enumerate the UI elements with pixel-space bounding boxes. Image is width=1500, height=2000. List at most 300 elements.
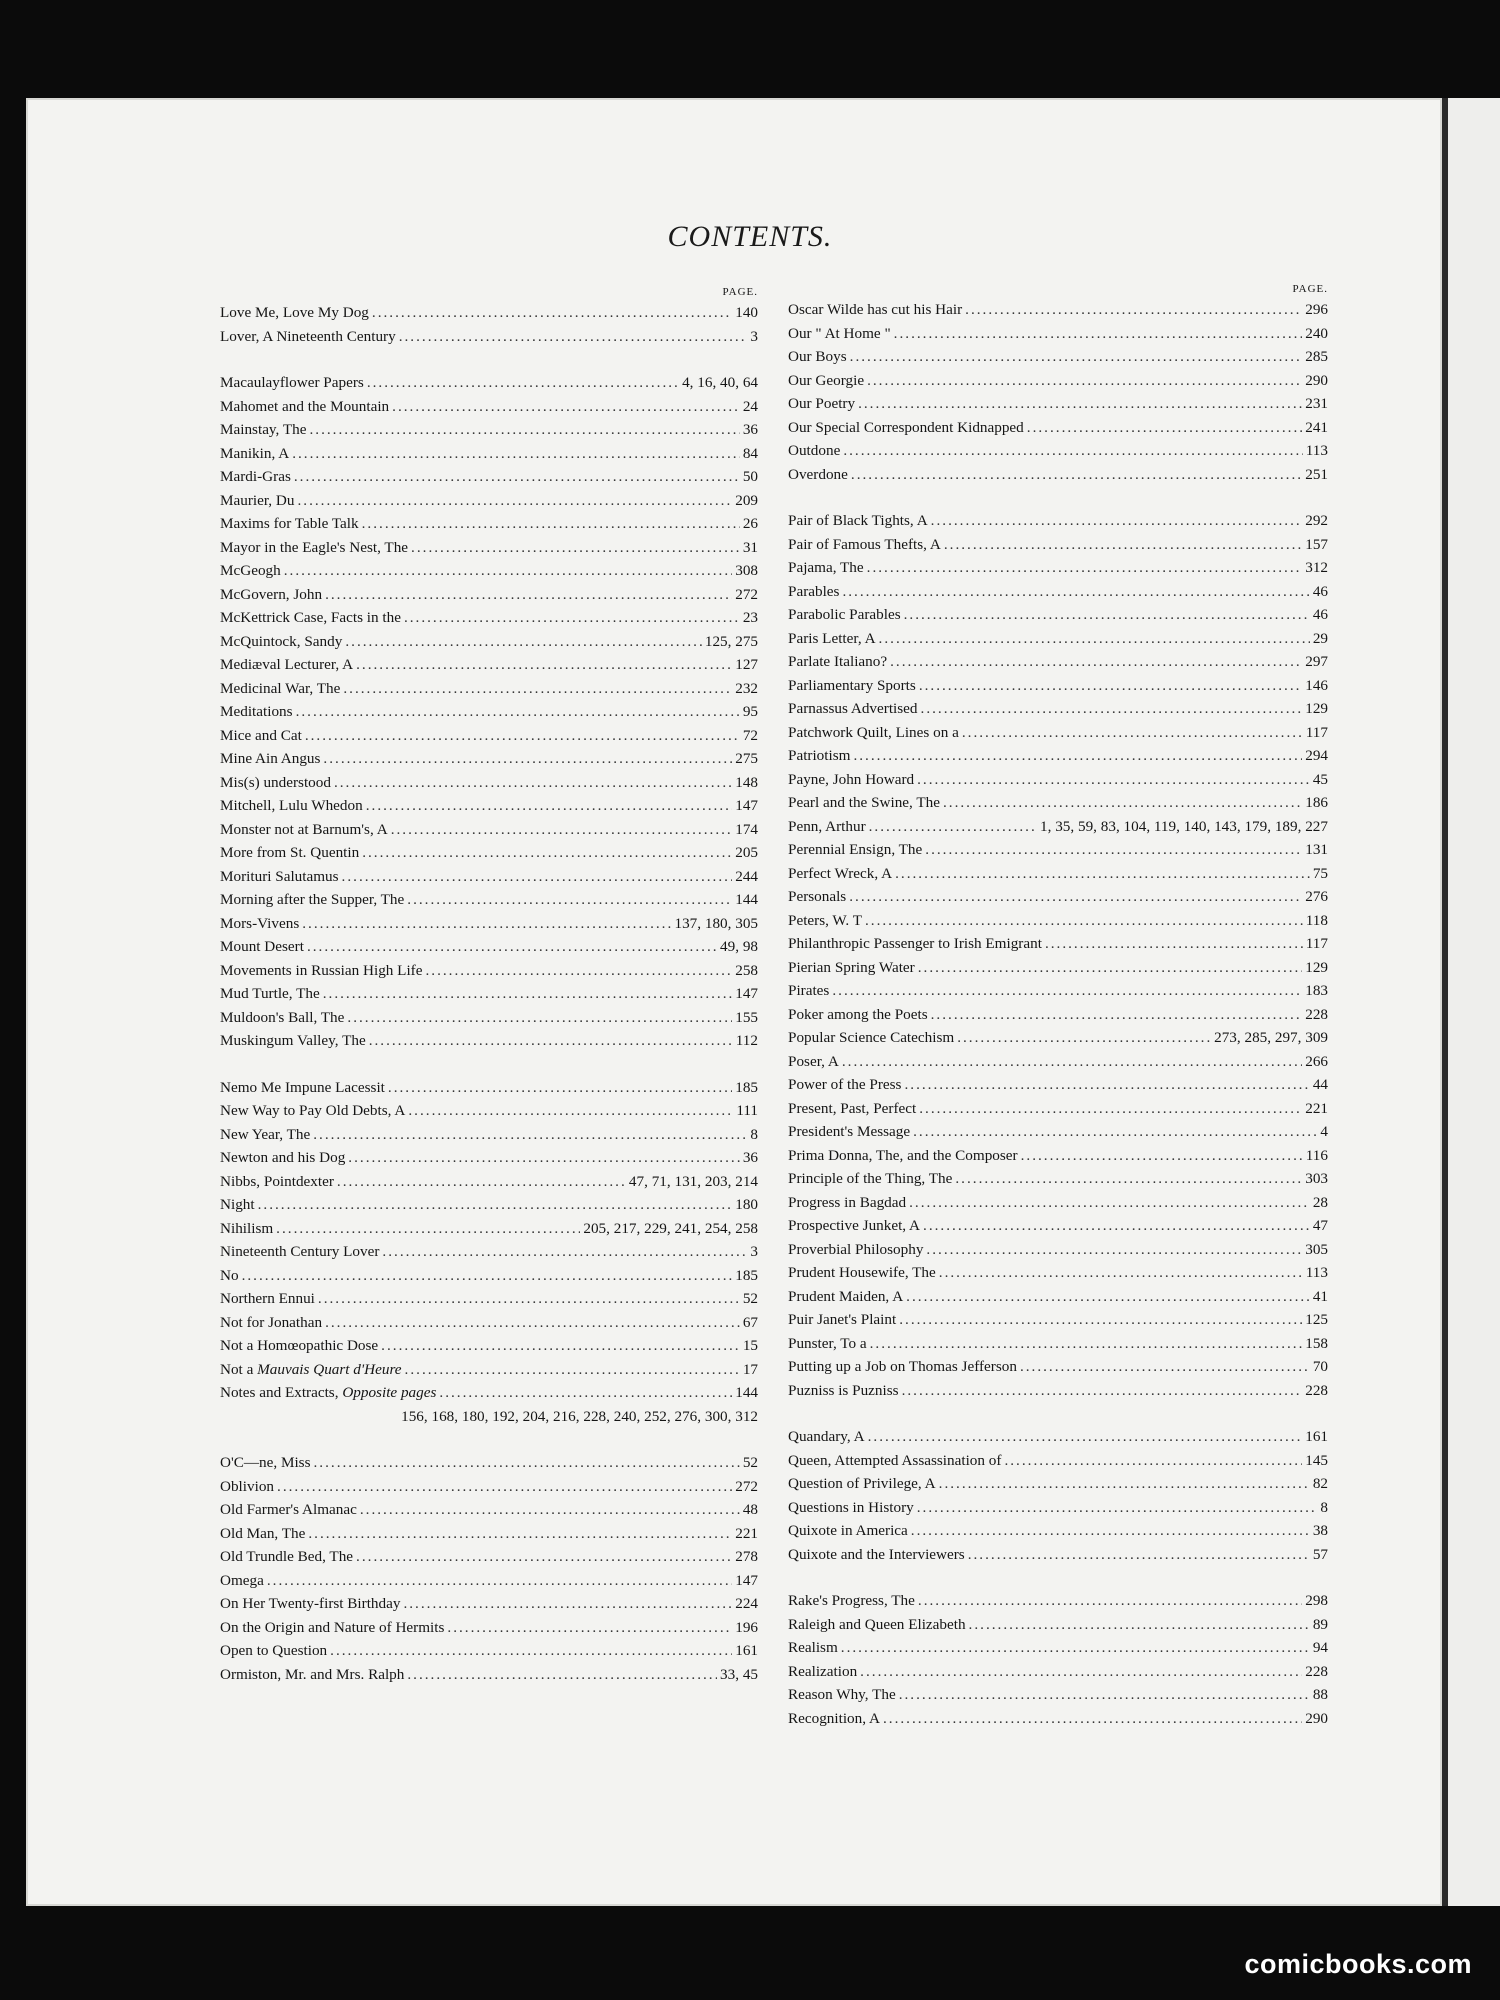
dot-leader bbox=[382, 1240, 747, 1264]
entry-page-numbers: 273, 285, 297, 309 bbox=[1214, 1029, 1328, 1046]
entry-page-numbers: 33, 45 bbox=[720, 1665, 758, 1683]
entry-page-numbers: 15 bbox=[742, 1337, 758, 1354]
entry-page-numbers: 94 bbox=[1312, 1639, 1328, 1656]
entry-title: Pajama, The bbox=[788, 559, 864, 576]
toc-entry bbox=[220, 1240, 758, 1264]
entry-page-numbers: 117 bbox=[1305, 723, 1328, 741]
dot-leader bbox=[906, 1285, 1310, 1309]
dot-leader bbox=[399, 325, 748, 349]
entry-title: No bbox=[220, 1266, 239, 1284]
dot-leader bbox=[296, 700, 740, 724]
entry-page-numbers: 294 bbox=[1305, 747, 1328, 764]
entry-page-numbers: 17 bbox=[742, 1360, 758, 1378]
toc-entry bbox=[788, 1613, 1328, 1637]
dot-leader bbox=[313, 1123, 747, 1147]
dot-leader bbox=[955, 1167, 1302, 1191]
toc-entry bbox=[220, 583, 758, 607]
toc-entry bbox=[220, 395, 758, 419]
dot-leader bbox=[404, 606, 740, 630]
dot-leader bbox=[923, 1214, 1310, 1238]
toc-entry bbox=[220, 1334, 758, 1358]
dot-leader bbox=[904, 603, 1310, 627]
entry-title: Our Poetry bbox=[788, 395, 856, 412]
dot-leader bbox=[305, 724, 740, 748]
entry-page-numbers: 129 bbox=[1305, 700, 1328, 717]
entry-page-numbers: 125 bbox=[1305, 1311, 1328, 1328]
entry-title: Movements in Russian High Life bbox=[220, 961, 423, 979]
entry-title: Northern Ennui bbox=[220, 1290, 315, 1307]
entry-title: Mayor in the Eagle's Nest, The bbox=[220, 538, 409, 556]
toc-entry bbox=[788, 1026, 1328, 1050]
entry-title: Mount Desert bbox=[220, 938, 304, 955]
entry-title: Puir Janet's Plaint bbox=[788, 1311, 897, 1328]
entry-page-numbers: 297 bbox=[1305, 653, 1328, 670]
entry-title: Parables bbox=[788, 582, 840, 600]
toc-entry bbox=[788, 556, 1328, 580]
entry-title: Morning after the Supper, The bbox=[220, 891, 405, 908]
toc-entry bbox=[220, 982, 758, 1006]
entry-page-numbers: 231 bbox=[1305, 395, 1328, 412]
entry-title: Mors-Vivens bbox=[220, 914, 300, 932]
entry-title: Mainstay, The bbox=[220, 421, 307, 438]
entry-title: Omega bbox=[220, 1571, 264, 1589]
dot-leader bbox=[965, 298, 1302, 322]
toc-entry bbox=[220, 747, 758, 771]
entry-page-numbers: 228 bbox=[1305, 1662, 1328, 1680]
entry-page-numbers: 29 bbox=[1312, 629, 1328, 647]
entry-title: Recognition, A bbox=[788, 1709, 880, 1727]
dot-leader bbox=[909, 1191, 1310, 1215]
dot-leader bbox=[899, 1308, 1302, 1332]
entry-page-numbers: 148 bbox=[735, 773, 758, 791]
toc-entry bbox=[220, 724, 758, 748]
entry-page-numbers: 125, 275 bbox=[704, 632, 758, 650]
dot-leader bbox=[904, 1073, 1309, 1097]
entry-page-numbers: 47, 71, 131, 203, 214 bbox=[628, 1172, 758, 1190]
entry-page-numbers: 305 bbox=[1305, 1240, 1328, 1258]
entry-page-numbers: 3 bbox=[750, 327, 758, 345]
toc-entry bbox=[788, 627, 1328, 651]
entry-title: Nihilism bbox=[220, 1219, 274, 1237]
toc-entry bbox=[220, 1358, 758, 1382]
entry-title: Poker among the Poets bbox=[788, 1005, 928, 1023]
toc-entry bbox=[220, 1639, 758, 1663]
entry-title: Maxims for Table Talk bbox=[220, 515, 359, 532]
toc-entry bbox=[220, 418, 758, 442]
entry-page-numbers: 312 bbox=[1305, 559, 1328, 576]
right-page-header: PAGE. bbox=[1292, 283, 1328, 295]
toc-entry bbox=[788, 1073, 1328, 1097]
entry-page-numbers: 116 bbox=[1305, 1146, 1328, 1164]
entry-page-numbers: 266 bbox=[1305, 1052, 1328, 1070]
left-column bbox=[220, 283, 758, 1686]
toc-entry bbox=[220, 865, 758, 889]
entry-title: Philanthropic Passenger to Irish Emigrant bbox=[788, 935, 1042, 952]
dot-leader bbox=[325, 1311, 740, 1335]
entry-title: Mine Ain Angus bbox=[220, 750, 321, 767]
entry-title: Mis(s) understood bbox=[220, 773, 331, 791]
entry-page-numbers: 145 bbox=[1305, 1451, 1328, 1469]
toc-entry bbox=[220, 794, 758, 818]
entry-page-numbers: 117 bbox=[1305, 935, 1328, 952]
entry-page-numbers: 155 bbox=[735, 1008, 758, 1026]
dot-leader bbox=[926, 1238, 1302, 1262]
entry-title: Monster not at Barnum's, A bbox=[220, 820, 388, 838]
toc-entry bbox=[220, 1498, 758, 1522]
dot-leader bbox=[297, 489, 732, 513]
toc-entry bbox=[220, 606, 758, 630]
entry-page-numbers: 46 bbox=[1312, 606, 1328, 623]
toc-entry bbox=[788, 1379, 1328, 1403]
entry-title: Manikin, A bbox=[220, 444, 290, 462]
dot-leader bbox=[1045, 932, 1303, 956]
entry-page-numbers: 46 bbox=[1312, 582, 1328, 600]
dot-leader bbox=[851, 463, 1302, 487]
right-column bbox=[788, 280, 1328, 1730]
toc-entry bbox=[788, 533, 1328, 557]
notes-continuation-pages: 156, 168, 180, 192, 204, 216, 228, 240, 252, 276, 300, 312 bbox=[401, 1407, 758, 1425]
dot-leader bbox=[939, 1472, 1310, 1496]
entry-title: Paris Letter, A bbox=[788, 629, 876, 647]
entry-page-numbers: 161 bbox=[735, 1642, 758, 1659]
entry-title: Popular Science Catechism bbox=[788, 1029, 955, 1046]
entry-title: Macaulayflower Papers bbox=[220, 374, 364, 391]
entry-title: Our Special Correspondent Kidnapped bbox=[788, 418, 1024, 436]
entry-page-numbers: 41 bbox=[1312, 1287, 1328, 1305]
toc-entry bbox=[220, 1099, 758, 1123]
toc-entry bbox=[788, 1589, 1328, 1613]
dot-leader bbox=[865, 909, 1303, 933]
entry-title: Oscar Wilde has cut his Hair bbox=[788, 301, 963, 318]
entry-title: Mediæval Lecturer, A bbox=[220, 656, 354, 673]
entry-title: Nemo Me Impune Lacessit bbox=[220, 1078, 385, 1096]
dot-leader bbox=[334, 771, 732, 795]
entry-page-numbers: 174 bbox=[735, 820, 758, 838]
entry-title: McGeogh bbox=[220, 562, 281, 579]
toc-entry bbox=[788, 1050, 1328, 1074]
entry-title: Our Georgie bbox=[788, 371, 865, 389]
entry-title: Outdone bbox=[788, 442, 841, 459]
dot-leader bbox=[348, 1146, 740, 1170]
toc-entry bbox=[220, 677, 758, 701]
entry-title: Maurier, Du bbox=[220, 491, 295, 509]
entry-page-numbers: 82 bbox=[1312, 1475, 1328, 1492]
dot-leader bbox=[447, 1616, 732, 1640]
dot-leader bbox=[858, 392, 1302, 416]
entry-page-numbers: 57 bbox=[1312, 1545, 1328, 1563]
entry-title: Prima Donna, The, and the Composer bbox=[788, 1146, 1018, 1164]
dot-leader bbox=[367, 371, 679, 395]
dot-leader bbox=[258, 1193, 733, 1217]
entry-page-numbers: 67 bbox=[742, 1313, 758, 1331]
toc-entry bbox=[788, 439, 1328, 463]
entry-page-numbers: 88 bbox=[1312, 1686, 1328, 1703]
dot-leader bbox=[308, 1522, 732, 1546]
dot-leader bbox=[968, 1543, 1310, 1567]
toc-entry bbox=[220, 1029, 758, 1053]
entry-page-numbers: 8 bbox=[750, 1125, 758, 1143]
entry-page-numbers: 89 bbox=[1312, 1615, 1328, 1633]
dot-leader bbox=[391, 818, 733, 842]
entry-title: On Her Twenty-first Birthday bbox=[220, 1595, 401, 1612]
dot-leader bbox=[314, 1451, 740, 1475]
entry-title: Patriotism bbox=[788, 747, 851, 764]
toc-entry bbox=[220, 512, 758, 536]
dot-leader bbox=[356, 1545, 732, 1569]
toc-entry bbox=[220, 700, 758, 724]
entry-title: Pirates bbox=[788, 982, 830, 999]
entry-page-numbers: 127 bbox=[735, 656, 758, 673]
entry-page-numbers: 144 bbox=[735, 1384, 758, 1401]
toc-entry bbox=[788, 580, 1328, 604]
dot-leader bbox=[284, 559, 732, 583]
dot-leader bbox=[1004, 1449, 1302, 1473]
dot-leader bbox=[853, 744, 1302, 768]
dot-leader bbox=[870, 1332, 1303, 1356]
entry-page-numbers: 38 bbox=[1312, 1522, 1328, 1539]
dot-leader bbox=[267, 1569, 732, 1593]
toc-entry bbox=[788, 956, 1328, 980]
dot-leader bbox=[307, 935, 717, 959]
entry-page-numbers: 147 bbox=[735, 1571, 758, 1589]
toc-entry bbox=[788, 322, 1328, 346]
toc-entry bbox=[220, 1663, 758, 1687]
toc-entry bbox=[788, 909, 1328, 933]
dot-leader bbox=[356, 653, 732, 677]
entry-title: Perfect Wreck, A bbox=[788, 864, 893, 882]
entry-title: Not a Homœopathic Dose bbox=[220, 1337, 379, 1354]
entry-title: Quixote and the Interviewers bbox=[788, 1545, 965, 1563]
toc-entry bbox=[220, 1170, 758, 1194]
dot-leader bbox=[318, 1287, 740, 1311]
entry-page-numbers: 205 bbox=[735, 844, 758, 861]
dot-leader bbox=[944, 533, 1302, 557]
dot-leader bbox=[931, 1003, 1303, 1027]
entry-title: Pair of Black Tights, A bbox=[788, 512, 928, 529]
entry-page-numbers: 209 bbox=[735, 491, 758, 509]
dot-leader bbox=[918, 956, 1302, 980]
toc-entry bbox=[788, 1144, 1328, 1168]
entry-title: Nineteenth Century Lover bbox=[220, 1243, 380, 1260]
dot-leader bbox=[843, 439, 1302, 463]
toc-entry bbox=[788, 1003, 1328, 1027]
entry-page-numbers: 48 bbox=[742, 1501, 758, 1518]
entry-title: Questions in History bbox=[788, 1498, 914, 1516]
entry-page-numbers: 308 bbox=[735, 562, 758, 579]
entry-page-numbers: 251 bbox=[1305, 465, 1328, 483]
entry-title: McKettrick Case, Facts in the bbox=[220, 609, 401, 626]
toc-entry bbox=[220, 1311, 758, 1335]
toc-entry bbox=[220, 912, 758, 936]
dot-leader bbox=[899, 1683, 1310, 1707]
toc-entry bbox=[220, 1217, 758, 1241]
toc-entry bbox=[788, 392, 1328, 416]
entry-title: Morituri Salutamus bbox=[220, 867, 339, 885]
toc-entry bbox=[788, 1707, 1328, 1731]
toc-entry bbox=[220, 559, 758, 583]
toc-entry bbox=[788, 1191, 1328, 1215]
left-page-header: PAGE. bbox=[722, 286, 758, 298]
toc-entry bbox=[788, 416, 1328, 440]
toc-entry bbox=[788, 1261, 1328, 1285]
entry-title: Open to Question bbox=[220, 1642, 328, 1659]
entry-title: Lover, A Nineteenth Century bbox=[220, 327, 396, 345]
entry-title: Quixote in America bbox=[788, 1522, 908, 1539]
entry-title: Not for Jonathan bbox=[220, 1313, 323, 1331]
entry-page-numbers: 158 bbox=[1305, 1334, 1328, 1352]
entry-page-numbers: 185 bbox=[735, 1078, 758, 1096]
dot-leader bbox=[292, 442, 740, 466]
toc-entry bbox=[788, 768, 1328, 792]
entry-title: Penn, Arthur bbox=[788, 817, 866, 835]
entry-title: On the Origin and Nature of Hermits bbox=[220, 1618, 445, 1636]
entry-page-numbers: 45 bbox=[1312, 770, 1328, 788]
entry-page-numbers: 290 bbox=[1305, 371, 1328, 389]
dot-leader bbox=[849, 885, 1302, 909]
entry-title: Prudent Housewife, The bbox=[788, 1264, 936, 1281]
dot-leader bbox=[242, 1264, 733, 1288]
adjacent-page-edge bbox=[1448, 98, 1500, 1906]
entry-title: McGovern, John bbox=[220, 585, 323, 603]
toc-entry bbox=[788, 1496, 1328, 1520]
toc-entry bbox=[220, 1522, 758, 1546]
dot-leader bbox=[369, 1029, 733, 1053]
toc-entry bbox=[220, 1592, 758, 1616]
toc-entry bbox=[788, 1449, 1328, 1473]
entry-title: Progress in Bagdad bbox=[788, 1193, 907, 1211]
dot-leader bbox=[911, 1519, 1310, 1543]
toc-entry bbox=[788, 1425, 1328, 1449]
entry-page-numbers: 129 bbox=[1305, 958, 1328, 976]
entry-title: New Way to Pay Old Debts, A bbox=[220, 1102, 406, 1119]
dot-leader bbox=[362, 512, 740, 536]
toc-entry bbox=[788, 298, 1328, 322]
dot-leader bbox=[392, 395, 740, 419]
toc-entry bbox=[788, 932, 1328, 956]
toc-entry bbox=[220, 1123, 758, 1147]
entry-title: Raleigh and Queen Elizabeth bbox=[788, 1615, 966, 1633]
entry-page-numbers: 137, 180, 305 bbox=[674, 914, 758, 932]
entry-title: Present, Past, Perfect bbox=[788, 1099, 917, 1117]
toc-entry bbox=[788, 603, 1328, 627]
entry-page-numbers: 24 bbox=[742, 397, 758, 415]
entry-title: Old Man, The bbox=[220, 1524, 306, 1542]
right-entry-list bbox=[788, 298, 1328, 1730]
entry-page-numbers: 75 bbox=[1312, 864, 1328, 882]
toc-entry bbox=[220, 465, 758, 489]
dot-leader bbox=[403, 1592, 732, 1616]
entry-page-numbers: 224 bbox=[735, 1595, 758, 1612]
entry-title: Parnassus Advertised bbox=[788, 700, 918, 717]
dot-leader bbox=[277, 1475, 732, 1499]
entry-page-numbers: 28 bbox=[1312, 1193, 1328, 1211]
dot-leader bbox=[366, 794, 733, 818]
entry-page-numbers: 52 bbox=[742, 1454, 758, 1471]
entry-title: Puzniss is Puzniss bbox=[788, 1381, 899, 1399]
entry-page-numbers: 26 bbox=[742, 515, 758, 532]
entry-title-italic: Mauvais Quart d'Heure bbox=[257, 1360, 402, 1378]
toc-entry bbox=[788, 650, 1328, 674]
toc-entry bbox=[220, 1264, 758, 1288]
toc-entry bbox=[788, 721, 1328, 745]
toc-entry bbox=[220, 1475, 758, 1499]
dot-leader bbox=[939, 1261, 1303, 1285]
toc-entry bbox=[220, 653, 758, 677]
toc-entry bbox=[788, 1285, 1328, 1309]
dot-leader bbox=[850, 345, 1303, 369]
dot-leader bbox=[925, 838, 1302, 862]
entry-page-numbers: 296 bbox=[1305, 301, 1328, 318]
entry-title: Not a Mauvais Quart d'Heure bbox=[220, 1360, 402, 1378]
dot-leader bbox=[913, 1120, 1317, 1144]
dot-leader bbox=[917, 768, 1310, 792]
toc-entry bbox=[788, 1308, 1328, 1332]
toc-entry bbox=[220, 1006, 758, 1030]
toc-entry bbox=[220, 630, 758, 654]
toc-entry bbox=[788, 674, 1328, 698]
entry-title: Question of Privilege, A bbox=[788, 1475, 936, 1492]
entry-page-numbers: 84 bbox=[742, 444, 758, 462]
dot-leader bbox=[330, 1639, 732, 1663]
toc-entry bbox=[220, 818, 758, 842]
entry-page-numbers: 36 bbox=[742, 1149, 758, 1166]
entry-page-numbers: 146 bbox=[1305, 676, 1328, 694]
toc-entry bbox=[220, 1076, 758, 1100]
entry-title: Poser, A bbox=[788, 1052, 839, 1070]
entry-title: Punster, To a bbox=[788, 1334, 867, 1352]
dot-leader bbox=[439, 1381, 732, 1405]
dot-leader bbox=[337, 1170, 626, 1194]
entry-page-numbers: 221 bbox=[735, 1524, 758, 1542]
entry-page-numbers: 3 bbox=[750, 1243, 758, 1260]
entry-page-numbers: 8 bbox=[1320, 1498, 1328, 1516]
entry-page-numbers: 144 bbox=[735, 891, 758, 908]
entry-title: Power of the Press bbox=[788, 1076, 902, 1093]
entry-title: Prospective Junket, A bbox=[788, 1217, 921, 1234]
entry-title: Putting up a Job on Thomas Jefferson bbox=[788, 1358, 1017, 1375]
toc-entry bbox=[788, 815, 1328, 839]
toc-entry bbox=[788, 1683, 1328, 1707]
toc-entry bbox=[788, 979, 1328, 1003]
entry-page-numbers: 258 bbox=[735, 961, 758, 979]
entry-title: Medicinal War, The bbox=[220, 679, 341, 697]
entry-page-numbers: 292 bbox=[1305, 512, 1328, 529]
entry-title: New Year, The bbox=[220, 1125, 311, 1143]
page-title: CONTENTS. bbox=[667, 220, 833, 253]
entry-title: Queen, Attempted Assassination of bbox=[788, 1451, 1002, 1469]
toc-entry bbox=[788, 1167, 1328, 1191]
dot-leader bbox=[894, 322, 1303, 346]
left-entry-list bbox=[220, 301, 758, 1686]
dot-leader bbox=[276, 1217, 580, 1241]
entry-page-numbers: 49, 98 bbox=[720, 938, 758, 955]
entry-page-numbers: 131 bbox=[1305, 841, 1328, 858]
toc-entry bbox=[788, 838, 1328, 862]
entry-title: Patchwork Quilt, Lines on a bbox=[788, 723, 959, 741]
entry-page-numbers: 276 bbox=[1305, 888, 1328, 905]
toc-entry bbox=[220, 371, 758, 395]
dot-leader bbox=[388, 1076, 732, 1100]
toc-entry bbox=[220, 1193, 758, 1217]
entry-title: Muldoon's Ball, The bbox=[220, 1008, 345, 1026]
entry-title: Rake's Progress, The bbox=[788, 1592, 915, 1609]
toc-entry bbox=[788, 1355, 1328, 1379]
entry-page-numbers: 183 bbox=[1305, 982, 1328, 999]
dot-leader bbox=[943, 791, 1302, 815]
dot-leader bbox=[372, 301, 732, 325]
dot-leader bbox=[309, 418, 739, 442]
entry-title: President's Message bbox=[788, 1123, 911, 1140]
